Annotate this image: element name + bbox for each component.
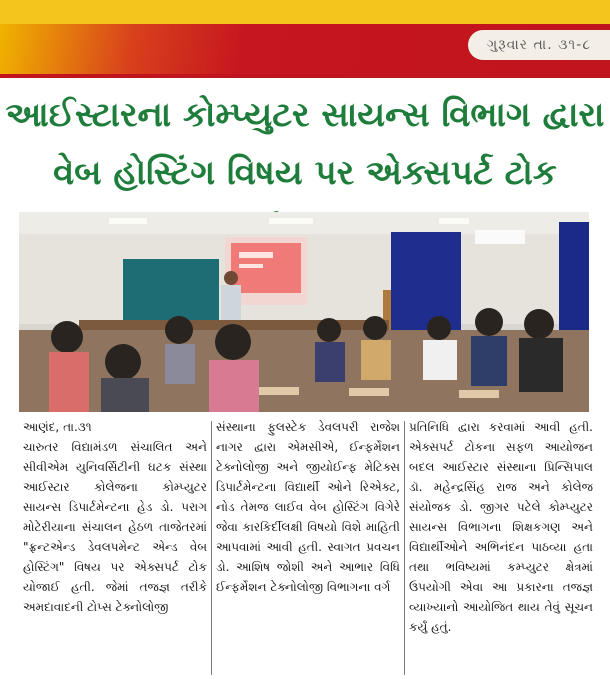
article-column-3: પ્રતિનિધિ દ્વારા કરવામાં આવી હતી. એક્સપર્ટ ટોકના સફળ આયોજન બદલ આઈસ્ટાર સંસ્થાના પ્રિન્સિપાલ ડૉ. મહેન્દ્રસિંહ રાજ અને કોલેજ સંયોજક ડો. જીગર પટેલે કોમ્પ્યુટર સાયન્સ વિભાગના શિક્ષકગણ અને વિદ્યાર્થીઓને અભિનંદન પાઠવ્યા હતા તથા ભવિષ્યમાં કમ્પ્યુટર ક્ષેત્રમાં ઉપયોગી એવા આ પ્રકારના તજજ્ઞ વ્યાખ્યાનો આયોજિત થાય તેવું સૂચન કર્યું હતું. — [409, 420, 593, 634]
article-photo — [19, 212, 589, 412]
headline-line-1: આઈસ્ટારના કોમ્પ્યુટર સાયન્સ વિભાગ દ્વારા — [5, 95, 605, 135]
headline-line-2: વેબ હોસ્ટિંગ વિષય પર એક્સપર્ટ ટોક — [53, 153, 557, 193]
article-column-1: આણંદ, તા.૩૧ ચારુતર વિદ્યામંડળ સંચાલિત અને સીવીએમ યુનિવર્સિટીની ઘટક સંસ્થા આઈસ્ટાર કોલેજના કોમ્પ્યુટર સાયન્સ ડિપાર્ટમેન્ટના હેડ ડો. પરાગ મોટેરીયાના સંચાલન હેઠળ તાજેતરમાં "ફ્રન્ટએન્ડ ડેવલપમેન્ટ એન્ડ વેબ હોસ્ટિંગ" વિષય પર એક્સપર્ટ ટોક યોજાઈ હતી. જેમાં તજજ્ઞ તરીકે અમદાવાદની ટોપ્સ ટેક્નોલોજી — [23, 420, 207, 614]
article-column-2: સંસ્થાના ફુલસ્ટેક ડેવલપરી રાજેશ નાગર દ્વારા એમસીએ, ઈન્ફર્મેશન ટેક્નોલોજી અને જીયોઈન્ફ મેટિક્સ ડિપાર્ટમેન્ટના વિદ્યાર્થી ઓને રિએક્ટ, નોડ તેમજ લાઈવ વેબ હોસ્ટિંગ વિગેરે જેવા કારકિર્દીલક્ષી વિષયો વિશે માહિતી આપવામાં આવી હતી. સ્વાગત પ્રવચન ડો. આશિષ જોશી અને આભાર વિધિ ઈન્ફર્મેશન ટેક્નોલોજી વિભાગના વર્ગ — [216, 420, 400, 594]
article-body — [19, 417, 597, 679]
date-label: ગુરૂવાર તા. ૩૧-૮ — [468, 30, 610, 60]
masthead-yellow-band — [0, 0, 610, 24]
masthead-rule — [0, 74, 610, 78]
